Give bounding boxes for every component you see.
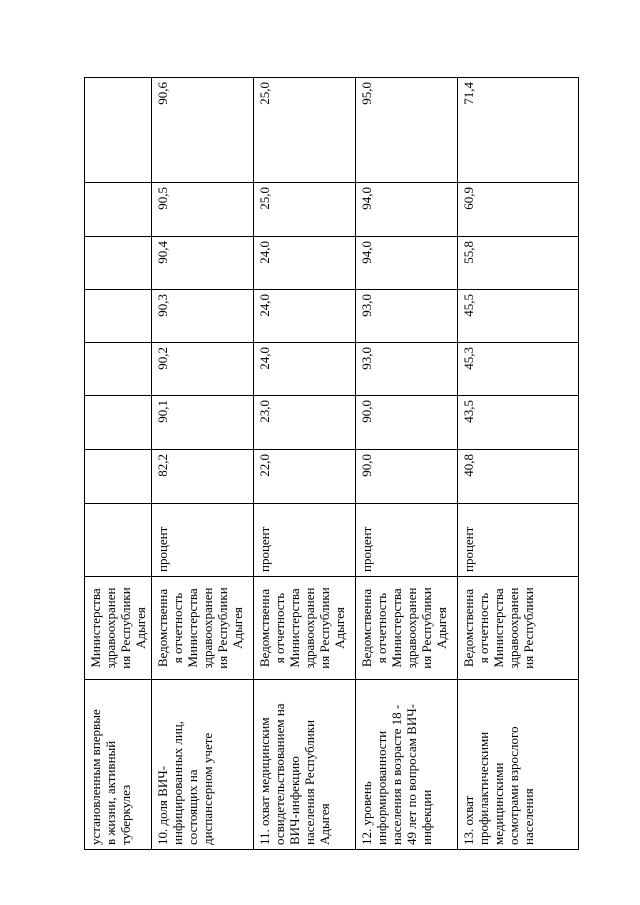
value-cell xyxy=(85,290,152,343)
indicator-description-line: состоящих на xyxy=(185,769,200,845)
indicator-description-line: туберкулез xyxy=(118,784,133,845)
indicator-description-line: ВИЧ-инфекцию xyxy=(287,756,302,845)
indicator-description-cell xyxy=(254,680,356,850)
value-cell: 90,4 xyxy=(152,237,254,290)
value-cell: 43,5 xyxy=(458,396,579,450)
value-cell: 94,0 xyxy=(356,237,458,290)
indicator-description-line: освидетельствованием на xyxy=(272,703,287,845)
indicator-description-line: 10. доля ВИЧ- xyxy=(155,766,170,845)
value-cell: 94,0 xyxy=(356,183,458,237)
value-cell: 90,0 xyxy=(356,396,458,450)
indicator-description-line: 12. уровень xyxy=(359,781,374,845)
data-source-line: Ведомственна xyxy=(359,588,374,668)
data-source-line: я отчетность xyxy=(476,592,491,664)
table-row xyxy=(85,78,152,850)
table-row xyxy=(152,78,254,850)
data-source-line: Адыгея xyxy=(230,607,245,649)
indicator-description-line: информированности xyxy=(374,730,389,845)
indicator-description-cell xyxy=(152,680,254,850)
data-source-line: Адыгея xyxy=(133,607,148,649)
data-source-line: Ведомственна xyxy=(257,588,272,668)
data-source-line: я отчетность xyxy=(374,592,389,664)
data-source-line: я отчетность xyxy=(170,592,185,664)
value-cell: 90,2 xyxy=(152,343,254,396)
value-cell: 55,8 xyxy=(458,237,579,290)
indicator-description-line: медицинскими xyxy=(491,762,506,845)
value-cell: 24,0 xyxy=(254,290,356,343)
data-source-line: здравоохранен xyxy=(103,587,118,669)
table-body xyxy=(85,78,579,850)
unit-cell: процент xyxy=(254,504,356,577)
value-cell xyxy=(85,343,152,396)
indicator-description-line: инфекции xyxy=(419,789,434,845)
data-source-line: здравоохранен xyxy=(404,587,419,669)
indicator-description-line: в жизни, активный xyxy=(103,740,118,845)
indicator-description-line: инфицированных лиц, xyxy=(170,721,185,845)
indicator-description-cell xyxy=(356,680,458,850)
value-cell: 90,6 xyxy=(152,78,254,183)
table-row xyxy=(458,78,579,850)
value-cell: 60,9 xyxy=(458,183,579,237)
data-source-line: здравоохранен xyxy=(302,587,317,669)
indicator-description-line: населения Республики xyxy=(302,719,317,845)
data-source-line: Ведомственна xyxy=(155,588,170,668)
indicators-table xyxy=(84,77,579,850)
value-cell: 45,3 xyxy=(458,343,579,396)
value-cell: 90,3 xyxy=(152,290,254,343)
indicator-description-line: диспансерном учете xyxy=(200,732,215,845)
unit-cell: процент xyxy=(356,504,458,577)
data-source-line: ия Республики xyxy=(419,587,434,669)
unit-cell: процент xyxy=(152,504,254,577)
indicator-description-cell xyxy=(458,680,579,850)
data-source-cell xyxy=(152,577,254,680)
value-cell: 90,1 xyxy=(152,396,254,450)
data-source-line: Адыгея xyxy=(332,607,347,649)
data-source-line: Министерства xyxy=(88,588,103,668)
value-cell: 71,4 xyxy=(458,78,579,183)
data-source-cell xyxy=(85,577,152,680)
data-source-cell xyxy=(254,577,356,680)
data-source-line: здравоохранен xyxy=(506,587,521,669)
data-source-line: Министерства xyxy=(389,588,404,668)
value-cell xyxy=(85,396,152,450)
value-cell: 90,0 xyxy=(356,450,458,504)
data-source-line: Министерства xyxy=(491,588,506,668)
data-source-line: ия Республики xyxy=(521,587,536,669)
data-source-line: Министерства xyxy=(185,588,200,668)
value-cell: 40,8 xyxy=(458,450,579,504)
value-cell: 22,0 xyxy=(254,450,356,504)
unit-cell: процент xyxy=(458,504,579,577)
rotated-table-container xyxy=(84,78,569,850)
value-cell: 45,5 xyxy=(458,290,579,343)
value-cell: 93,0 xyxy=(356,343,458,396)
value-cell: 93,0 xyxy=(356,290,458,343)
data-source-line: Ведомственна xyxy=(461,588,476,668)
indicator-description-line: профилактическими xyxy=(476,731,491,845)
data-source-line: ия Республики xyxy=(215,587,230,669)
indicator-description-line: населения xyxy=(521,788,536,845)
data-source-line: здравоохранен xyxy=(200,587,215,669)
value-cell: 25,0 xyxy=(254,183,356,237)
indicator-description-line: 49 лет по вопросам ВИЧ- xyxy=(404,704,419,845)
indicator-description-line: 13. охват xyxy=(461,795,476,845)
indicator-description-line: осмотрами взрослого xyxy=(506,726,521,845)
data-source-cell xyxy=(356,577,458,680)
indicator-description-line: 11. охват медицинским xyxy=(257,717,272,845)
value-cell xyxy=(85,183,152,237)
value-cell xyxy=(85,450,152,504)
indicator-description-line: населения в возрасте 18 - xyxy=(389,704,404,845)
unit-cell xyxy=(85,504,152,577)
data-source-line: ия Республики xyxy=(317,587,332,669)
indicator-description-line: установленным впервые xyxy=(88,709,103,845)
value-cell: 82,2 xyxy=(152,450,254,504)
data-source-line: Министерства xyxy=(287,588,302,668)
value-cell: 95,0 xyxy=(356,78,458,183)
value-cell xyxy=(85,78,152,183)
value-cell: 25,0 xyxy=(254,78,356,183)
value-cell: 90,5 xyxy=(152,183,254,237)
data-source-line: Адыгея xyxy=(434,607,449,649)
value-cell xyxy=(85,237,152,290)
data-source-line: ия Республики xyxy=(118,587,133,669)
indicator-description-line: Адыгея xyxy=(317,803,332,845)
value-cell: 24,0 xyxy=(254,343,356,396)
value-cell: 23,0 xyxy=(254,396,356,450)
data-source-line: я отчетность xyxy=(272,592,287,664)
indicator-description-cell xyxy=(85,680,152,850)
data-source-cell xyxy=(458,577,579,680)
table-row xyxy=(356,78,458,850)
table-row xyxy=(254,78,356,850)
value-cell: 24,0 xyxy=(254,237,356,290)
